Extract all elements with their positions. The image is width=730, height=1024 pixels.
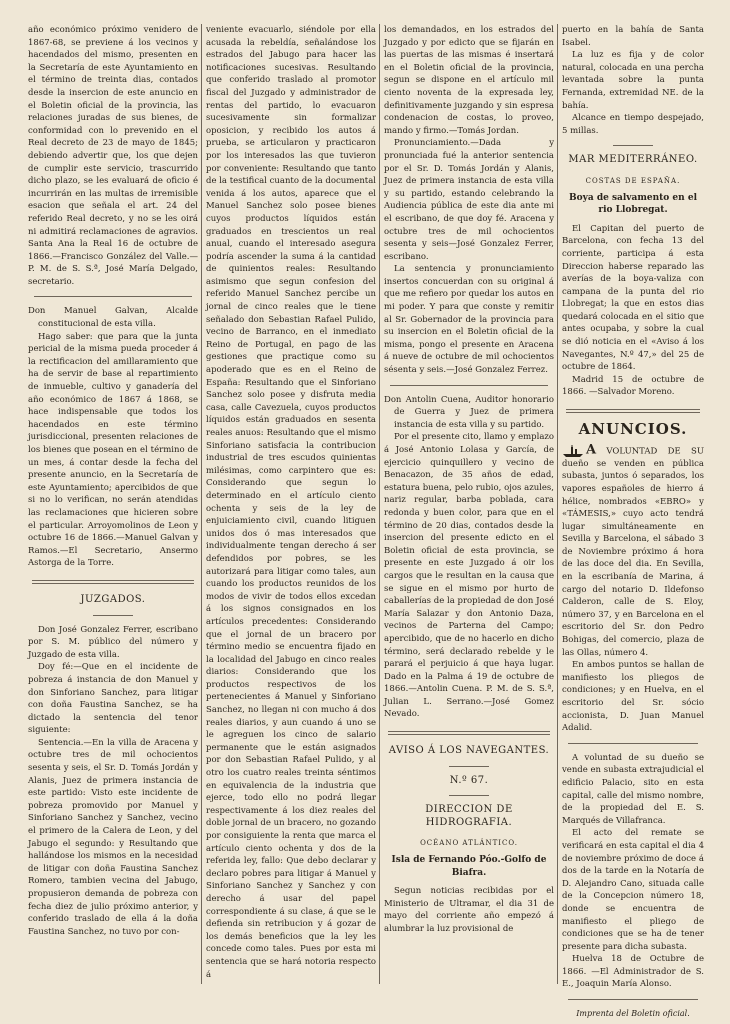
fernando-poo-paragraph: Segun noticias recibidas por el Ministerio de Ultramar, el dia 31 de mayo del corriente año empezó á alumbrar la luz provisional de — [384, 886, 554, 934]
anuncio-palacio: A voluntad de su dueño se vende en subasta extrajudicial el edificio Palacio, sito en esta capital, calle del mismo nombre, de la propiedad del E. S. Marqués de Villafranca. — [562, 752, 704, 826]
column-rule — [201, 24, 202, 984]
notice-santa-ana: año económico próximo venidero de 1867-68, se previene á los vecinos y hacendados del mismo, presenten en la Secretaría de este Ayuntamiento en el término de treinta dias, contados desde la insercion de este anuncio en el Boletin oficial de la provincia, las relaciones juradas de sus bienes, de conformidad con lo prevenido en el Real decreto de 23 de mayo de 1845; debiendo advertir que, los que dejen de cumplir este servicio, trascurrido dicho plazo, se les evaluará de oficio é incurrirán en las multas de irremisible esacion que señala el art. 24 del referido Real decreto, y no se les oirá ni admitirá reclamaciones de agravios. Santa Ana la Real 16 de octubre de 1866.—Francisco González del Valle.—P. M. de S. S.ª, José María Delgado, secretario. — [28, 25, 198, 287]
madrid-signature: Madrid 15 de octubre de 1866. —Salvador Moreno. — [562, 374, 704, 398]
column-rule — [379, 24, 380, 984]
pronunciamiento-paragraph: Pronunciamiento.—Dada y pronunciada fué la anterior sentencia por el Sr. D. Tomás Jordán y Alanis, Juez de primera instancia de esta villa y su partido, estando celebrando la Audiencia pública de este dia ante mi el escribano, de que doy fé. Aracena y octubre tres de mil ochocientos sesenta y seis—José Gonzalez Ferrer, escribano. — [384, 138, 554, 262]
sentencia-paragraph: Sentencia.—En la villa de Aracena y octubre tres de mil ochocientos sesenta y seis, el Sr. D. Tomás Jordán y Alanis, Juez de primera instancia de este partido: Visto este incidente de pobreza promovido por Manuel y Sinforiano Sanchez y Sanchez, vecino el primero de la Calera de Leon, y del Jabugo el segundo: y Resultando que hallándose los mismos en la necesidad de litigar con doña Faustina Sanchez Romero, tambien vecina del Jabugo, propusieron demanda de pobreza con fecha diez de julio próximo anterior, y conferido traslado de ella á la doña Faustina Sanchez, no tuvo por con- — [28, 737, 198, 937]
aviso-number: N.º 67. — [449, 774, 489, 786]
huelva-signature: Huelva 18 de Octubre de 1866. —El Administrador de S. E., Joaquin María Alonso. — [562, 954, 704, 990]
manifiesto-paragraph: En ambos puntos se hallan de manifiesto los pliegos de condiciones; y en Huelva, en el escritorio del Sr. sócio accionista, D. Juan Manuel Adalid. — [562, 660, 704, 734]
doy-fe-paragraph: Doy fé:—Que en el incidente de pobreza á instancia de don Manuel y don Sinforiano Sanchez, para litigar con doña Faustina Sanchez, se ha dictado la sentencia del tenor siguiente: — [28, 662, 198, 736]
oceano-heading: OCÉANO ATLÁNTICO. — [420, 839, 518, 848]
column-rule — [557, 24, 558, 984]
alcance-paragraph: Alcance en tiempo despejado, 5 millas. — [562, 113, 704, 136]
column-2 — [206, 24, 376, 1004]
printer-footer: Imprenta del Boletin oficial. — [576, 1009, 690, 1019]
separator — [390, 385, 548, 386]
short-rule — [93, 615, 133, 616]
luz-paragraph: La luz es fija y de color natural, colocada en una percha levantada sobre la punta Fernanda, extremidad NE. de la bahía. — [562, 50, 704, 111]
dropcap-letter: A — [586, 442, 597, 458]
column-4 — [562, 24, 704, 1019]
section-title-juzgados: JUZGADOS. — [80, 593, 146, 605]
remate-paragraph: El acto del remate se verificará en esta capital el dia 4 de noviembre próximo de doce á dos de la tarde en la Notaría de D. Alejandro Cano, situada calle de la Concepcion número 18, donde se encuentra de manifiesto el pliego de condiciones que se ha de tener presente para dicha subasta. — [562, 828, 704, 952]
emplazamiento-paragraph: Por el presente cito, llamo y emplazo á José Antonio Lolasa y García, de ejercicio quinquillero y vecino de Benacazon, de 35 años de edad, estatura buena, pelo rubio, ojos azules, nariz regular, barba poblada, cara redonda y buen color, para que en el término de 20 dias, contados desde la insercion del presente edicto en el Boletin oficial de esta provincia, se presente en este Juzgado á oir los cargos que le resultan en la causa que se sigue en el mismo por hurto de caballerías de la propiedad de don José María Salazar y don Antonio Daza, vecinos de Parterna del Campo; apercibido, que de no hacerlo en dicho término, será declarado rebelde y le parará el perjuicio á que haya lugar. Dado en la Palma á 19 de octubre de 1866.—Antolin Cuena. P. M. de S. S.ª, Julian L. Serrano.—José Gomez Nevado. — [384, 432, 554, 720]
short-rule — [449, 766, 489, 767]
separator — [34, 296, 192, 297]
boya-heading: Boya de salvamento en el rio Llobregat. — [569, 192, 697, 216]
section-separator — [388, 731, 550, 735]
anuncio-vapores-text: VOLUNTAD DE SU dueño se venden en pública subasta, juntos ó separados, los vapores españoles de hierro á hélice, nombrados «EBRO» y «TÁMESIS,» cuyo acto tendrá lugar simultáneamente en Sevilla y Barcelona, el sábado 3 de Noviembre próximo á hora de las doce del dia. En Sevilla, en la escribanía de Marina, á cargo del notario D. Ildefonso Calderon, calle de S. Eloy, número 37, y en Barcelona en el escritorio del Sr. don Pedro Bohigas, del comercio, plaza de las Ollas, número 4. — [562, 446, 704, 658]
separator — [568, 743, 698, 744]
section-separator — [32, 580, 194, 584]
capitan-paragraph: El Capitan del puerto de Barcelona, con fecha 13 del corriente, participa á esta Direccion haberse reparado las averías de la boya-valiza con campana de la punta del rio Llobregat; la que en estos dias quedará colocada en el sitio que antes ocupaba, y sobre la cual se dió noticia en el «Aviso á los Navegantes, N.º 47,» del 25 de octubre de 1864. — [562, 223, 704, 373]
short-rule — [613, 145, 653, 146]
anuncio-vapores — [562, 444, 704, 660]
section-separator — [566, 409, 700, 413]
escribano-heading: Don José Gonzalez Ferrer, escribano por S. M. público del número y Juzgado de esta villa. — [28, 624, 198, 660]
puerto-line: puerto en la bahía de Santa Isabel. — [562, 25, 704, 48]
notice-heading-galvan: Don Manuel Galvan, Alcalde constitucional de esta villa. — [28, 306, 198, 330]
short-rule — [449, 795, 489, 796]
concordancia-paragraph: La sentencia y pronunciamiento insertos concuerdan con su original á que me refiero por quedar los autos en mi poder. Y para que conste y remitir al Sr. Gobernador de la provincia para su insercion en el Boletin oficial de la misma, pongo el presente en Aracena á nueve de octubre de mil ochocientos sésenta y seis.—José Gonzalez Ferrez. — [384, 264, 554, 376]
sentencia-end: los demandados, en los estrados del Juzgado y por edicto que se fijarán en las puertas de las mismas é insertará en el Boletin oficial de la provincia, segun se dispone en el artículo mil ciento noventa de la expresada ley, definitivamente juzgando y sin espresa condenacion de costas, lo proveo, mando y firmo.—Tomás Jordan. — [384, 25, 554, 136]
cuena-heading: Don Antolin Cuena, Auditor honorario de Guerra y Juez de primera instancia de esta villa y su partido. — [384, 394, 554, 430]
ship-icon — [562, 444, 584, 458]
separator — [568, 999, 698, 1000]
section-title-aviso: AVISO Á LOS NAVEGANTES. — [388, 745, 550, 757]
anuncios-heading: ANUNCIOS. — [578, 420, 688, 439]
isla-heading: Isla de Fernando Póo.-Golfo de Biafra. — [391, 855, 547, 878]
sentencia-continuation: veniente evacuarlo, siéndole por ella acusada la rebeldía, señalándose los estrados del Jabugo para hacer las notificaciones sucesivas. Resultando que conferido traslado al promotor fiscal del Juzgado y administrador de rentas del partido, lo evacuaron sucesivamente sin formalizar oposicion, y recibido los autos á prueba, se articularon y practicaron por los interesados las que tuvieron por conveniente: Resultando que tanto de la testifical cuanto de la documental venida á los autos, aparece que el Manuel Sanchez solo posee bienes cuyos productos líquidos están graduados en trescientos un real anual, cuando el interesado asegura podría ascender la suma á la cantidad de quinientos reales: Resultando asimismo que segun confesion del referido Manuel Sanchez percibe un jornal de cinco reales que le tiene señalado don Sebastian Rafael Pulido, vecino de Barranco, en el inmediato Reino de Portugal, en pago de las gestiones que practique como su apoderado que es en el Reino de España: Resultando que el Sinforiano Sanchez solo posee y disfruta media casa, calle Cavezuela, cuyos productos líquidos están graduados en sesenta reales anuos: Resultando que el mismo Sinforiano satisfacia la contribucion industrial de tres escudos quinientas milésimas, como carpintero que es: Considerando que segun lo determinado en el artículo ciento ochenta y seis de la ley de enjuiciamiento civil, cuando litiguen unidos dos ó mas interesados que individualmente tengan derecho á ser defendidos por pobres, se les autorizará para litigar como tales, aun cuando los productos reunidos de los modos de vivir de todos ellos excedan á los signos consignados en los artículos precedentes: Considerando que el jornal de un bracero por término medio se encuentra fijado en la localidad del Jabugo en cinco reales diarios: Considerando que los productos respectivos de los pertenecientes á Manuel y Sinforiano Sanchez, no llegan ni con mucho á dos reales diarios, y aun cuando á uno se le agreguen los cinco de salario permanente que le están asignados por don Sebastian Rafael Pulido, y al otro los cuatro reales treinta séntimos en equivalencia de la industria que ejerce, todo ello no podrá llegar respectivamente á los diez reales del doble jornal de un bracero, no gozando por consiguiente la renta que marca el artículo ciento ochenta y dos de la referida ley, fallo: Que debo declarar y declaro pobres para litigar á Manuel y Sinforiano Sanchez y Sanchez y con derecho á usar del papel correspondiente á su clase, á que se le defienda sin retribucion y á gozar de los demás beneficios que la ley les concede como tales. Pues por esta mi sentencia que se hará notoria respecto á — [206, 25, 376, 980]
mar-mediterraneo-heading: MAR MEDITERRÁNEO. — [568, 154, 698, 166]
column-3 — [384, 24, 554, 1004]
costas-heading: COSTAS DE ESPAÑA. — [585, 176, 681, 185]
column-1 — [28, 24, 198, 1004]
notice-arroyomolinos: Hago saber: que para que la junta pericial de la misma pueda proceder á la rectificacion del amillaramiento que ha de servir de base al repartimiento de inmueble, cultivo y ganadería del año económico de 1867 á 1868, se hace indispensable que todos los hacendados en este término jurisdiccional, presenten relaciones de los bienes que posean en el término de un mes, á contar desde la fecha del presente anuncio, en la Secretaría de este Ayuntamiento; apercibidos de que si no lo verifican, no serán atendidas las reclamaciones que hicieren sobre el particular. Arroyomolinos de Leon y octubre 16 de 1866.—Manuel Galvan y Ramos.—El Secretario, Ansermo Astorga de la Torre. — [28, 331, 198, 569]
direccion-hidrografia: DIRECCION DE HIDROGRAFIA. — [425, 804, 513, 828]
